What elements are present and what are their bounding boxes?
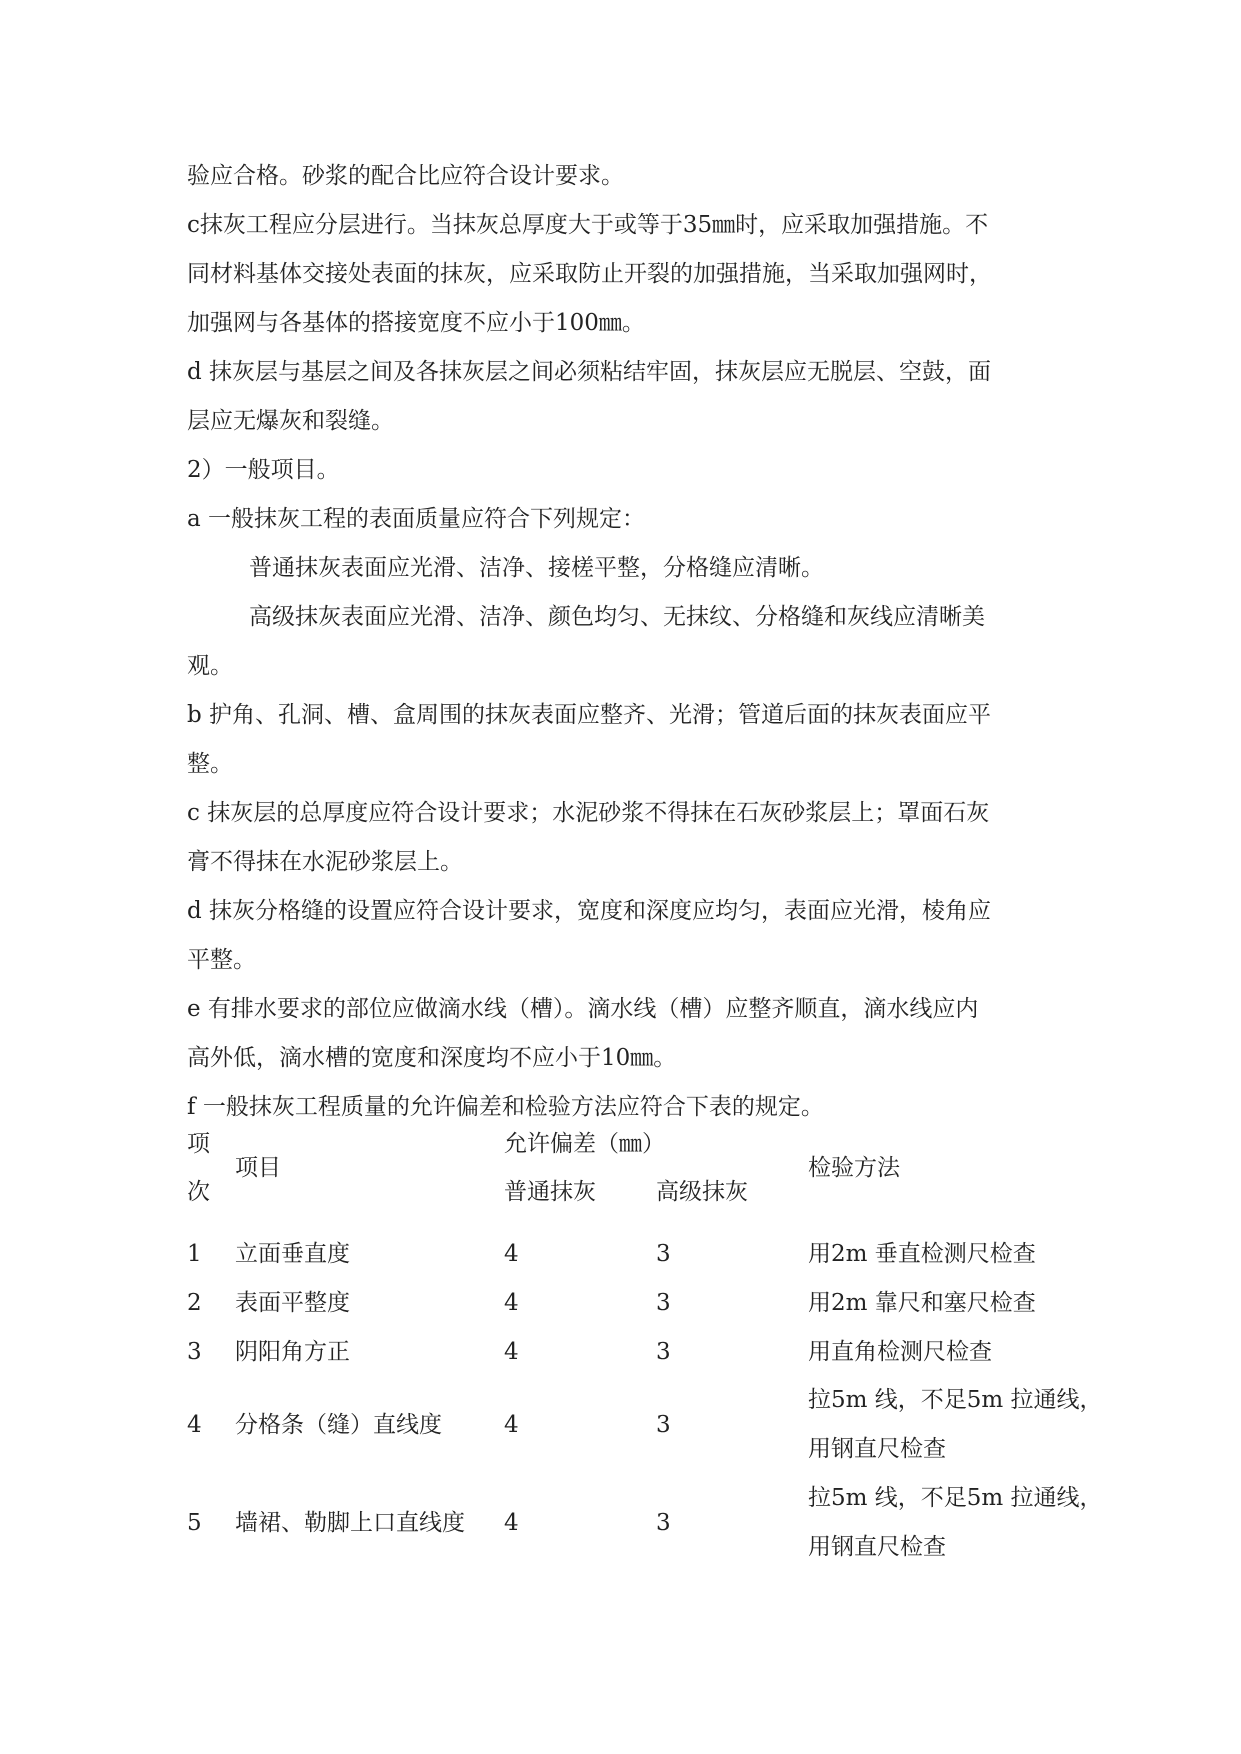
- paragraph-line: f 一般抹灰工程质量的允许偏差和检验方法应符合下表的规定。: [187, 1094, 824, 1120]
- paragraph-line: 加强网与各基体的搭接宽度不应小于100㎜。: [187, 310, 645, 336]
- row-no: 3: [187, 1339, 202, 1365]
- row-advanced: 3: [656, 1290, 671, 1316]
- row-item: 立面垂直度: [235, 1241, 350, 1267]
- table-row: [187, 1279, 1127, 1328]
- body-text: [187, 152, 1067, 1132]
- paragraph-line: 高外低，滴水槽的宽度和深度均不应小于10㎜。: [187, 1045, 677, 1071]
- row-method-line2: 用钢直尺检查: [808, 1534, 946, 1560]
- row-item: 表面平整度: [235, 1290, 350, 1316]
- row-advanced: 3: [656, 1412, 671, 1438]
- paragraph-line: d 抹灰层与基层之间及各抹灰层之间必须粘结牢固，抹灰层应无脱层、空鼓，面: [187, 359, 992, 385]
- paragraph-line: c 抹灰层的总厚度应符合设计要求；水泥砂浆不得抹在石灰砂浆层上；罩面石灰: [187, 800, 990, 826]
- paragraph-line: a 一般抹灰工程的表面质量应符合下列规定：: [187, 506, 646, 532]
- row-method: 用2m 靠尺和塞尺检查: [808, 1290, 1036, 1316]
- table-row: [187, 1230, 1127, 1279]
- row-normal: 4: [504, 1510, 519, 1536]
- paragraph-line: 整。: [187, 751, 233, 777]
- row-no: 2: [187, 1290, 202, 1316]
- paragraph-line: 普通抹灰表面应光滑、洁净、接槎平整，分格缝应清晰。: [249, 555, 824, 581]
- row-method-line1: 拉5m 线，不足5m 拉通线，: [808, 1387, 1103, 1413]
- row-item: 墙裙、勒脚上口直线度: [235, 1510, 465, 1536]
- paragraph-line: e 有排水要求的部位应做滴水线（槽）。滴水线（槽）应整齐顺直，滴水线应内: [187, 996, 979, 1022]
- row-item: 阴阳角方正: [235, 1339, 350, 1365]
- paragraph-line: d 抹灰分格缝的设置应符合设计要求，宽度和深度应均匀，表面应光滑，棱角应: [187, 898, 992, 924]
- table-row: [187, 1377, 1127, 1475]
- header-no-line2: 次: [187, 1179, 210, 1205]
- header-deviation: 允许偏差（㎜）: [504, 1131, 665, 1157]
- header-method: 检验方法: [808, 1155, 900, 1181]
- row-advanced: 3: [656, 1339, 671, 1365]
- row-normal: 4: [504, 1412, 519, 1438]
- row-normal: 4: [504, 1241, 519, 1267]
- row-normal: 4: [504, 1339, 519, 1365]
- header-no-line1: 项: [187, 1131, 210, 1157]
- row-method: 用2m 垂直检测尺检查: [808, 1241, 1036, 1267]
- header-normal: 普通抹灰: [504, 1179, 596, 1205]
- row-item: 分格条（缝）直线度: [235, 1412, 442, 1438]
- section-heading: 2）一般项目。: [187, 457, 340, 483]
- table-row: [187, 1328, 1127, 1377]
- table-header: [187, 1127, 1127, 1223]
- row-normal: 4: [504, 1290, 519, 1316]
- paragraph-line: b 护角、孔洞、槽、盒周围的抹灰表面应整齐、光滑；管道后面的抹灰表面应平: [187, 702, 992, 728]
- paragraph-line: 观。: [187, 653, 233, 679]
- row-advanced: 3: [656, 1510, 671, 1536]
- paragraph-line: 高级抹灰表面应光滑、洁净、颜色均匀、无抹纹、分格缝和灰线应清晰美: [249, 604, 985, 630]
- row-no: 1: [187, 1241, 202, 1267]
- row-no: 5: [187, 1510, 202, 1536]
- header-advanced: 高级抹灰: [656, 1179, 748, 1205]
- paragraph-line: 层应无爆灰和裂缝。: [187, 408, 394, 434]
- row-method-line1: 拉5m 线，不足5m 拉通线，: [808, 1485, 1103, 1511]
- row-no: 4: [187, 1412, 202, 1438]
- row-method-line2: 用钢直尺检查: [808, 1436, 946, 1462]
- paragraph-line: c抹灰工程应分层进行。当抹灰总厚度大于或等于35㎜时，应采取加强措施。不: [187, 212, 989, 238]
- table-row: [187, 1475, 1127, 1573]
- row-method: 用直角检测尺检查: [808, 1339, 992, 1365]
- paragraph-line: 验应合格。砂浆的配合比应符合设计要求。: [187, 163, 624, 189]
- paragraph-line: 膏不得抹在水泥砂浆层上。: [187, 849, 463, 875]
- header-item: 项目: [235, 1155, 281, 1181]
- paragraph-line: 平整。: [187, 947, 256, 973]
- row-advanced: 3: [656, 1241, 671, 1267]
- paragraph-line: 同材料基体交接处表面的抹灰，应采取防止开裂的加强措施，当采取加强网时，: [187, 261, 992, 287]
